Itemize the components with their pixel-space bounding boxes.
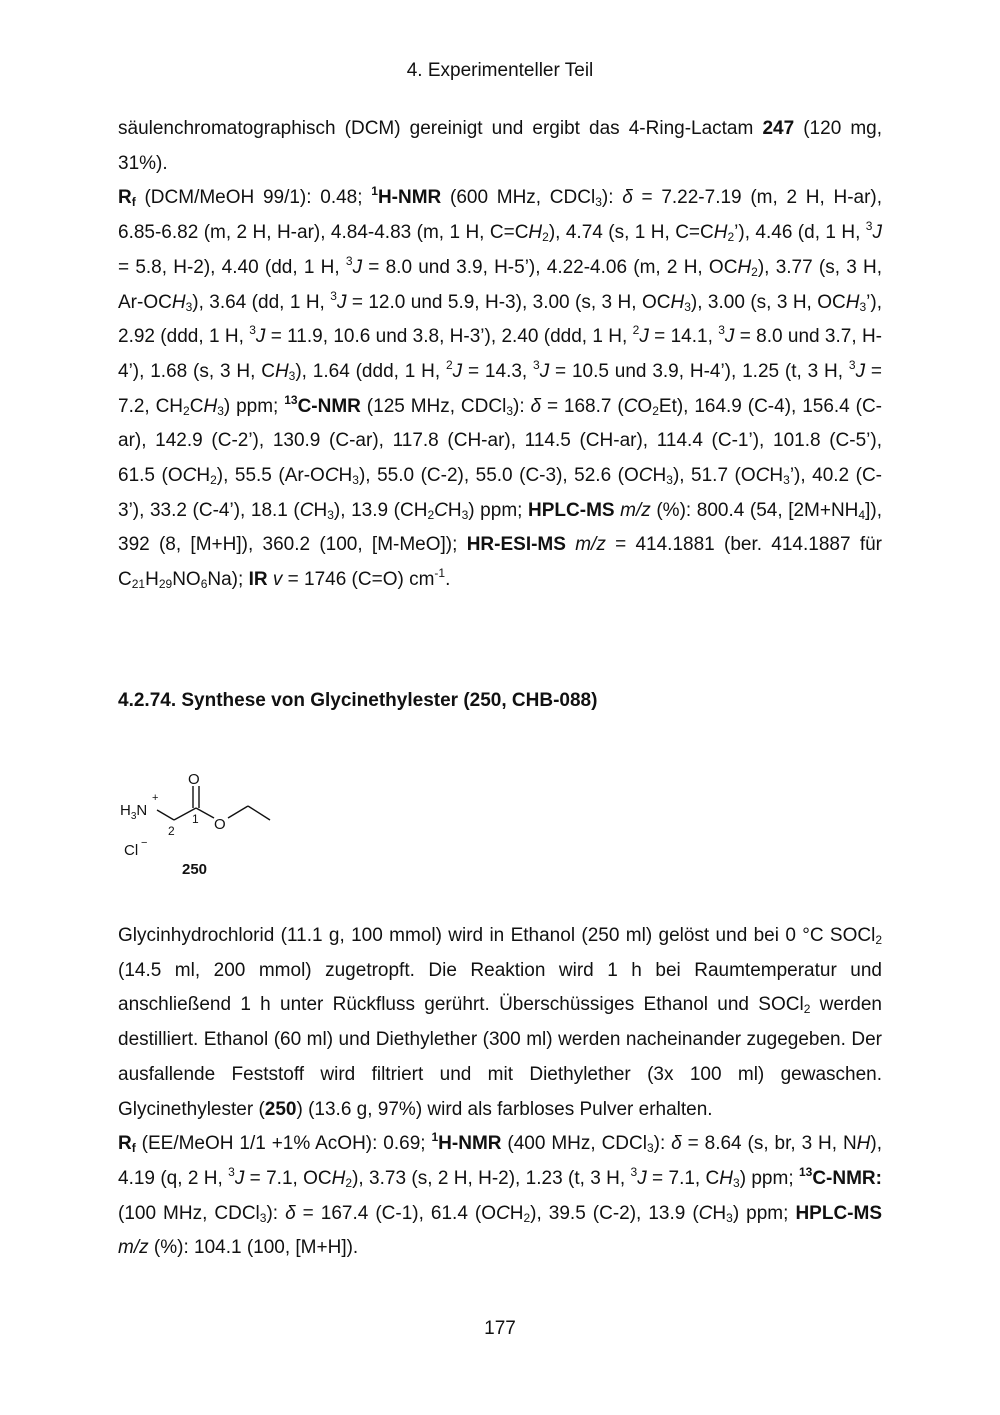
hplc-data-2: (%): 104.1 (100, [M+H]). xyxy=(153,1237,359,1259)
mz-label-2: m/z xyxy=(575,534,606,556)
rf-data: (DCM/MeOH 99/1): 0.48; xyxy=(144,187,363,209)
bond-o-ch2 xyxy=(228,806,248,818)
oxygen-ester: O xyxy=(214,816,226,833)
cnmr-data: (125 MHz, CDCl$_3$): δ = 168.7 $(CO_2Et)$, 164.9 (C-4), 156.4 (C-ar), 142.9 (C-2’), 130.9 (C-ar), 117.8 (CH-ar), 114.5 (CH-ar), 114.4 (C-1’), 101.8 (C-5’), 61.5 $(OCH_2)$, 55.5 $(Ar-OCH_3)$, 55.0 (C-2), 55.0 (C-3), 52.6 $(OCH_3)$, 51.7 $(OCH_3’)$, 40.2 (C-3’), 33.2 (C-4’), 18.1 $(CH_3)$, 13.9 $(CH_2CH_3)$ ppm; xyxy=(118,395,883,522)
compound-number-250: 250 xyxy=(182,861,208,878)
mz-label-3: m/z xyxy=(118,1237,149,1259)
locant-2: 2 xyxy=(168,824,175,838)
structure-drawing xyxy=(112,768,302,888)
mz-label: m/z xyxy=(620,499,651,521)
chloride-label: Cl xyxy=(124,842,139,859)
procedure-text: Glycinhydrochlorid (11.1 g, 100 mmol) wird in Ethanol (250 ml) gelöst und bei 0 °C SOCl$_2$ (14.5 ml, 200 mmol) zugetropft. Die Reaktion wird 1 h bei Raumtemperatur und anschließend 1 h unter Rückfluss gerührt. Überschüssiges Ethanol und SOCl$_2$ werden destilliert. Ethanol (60 ml) und Diethylether (300 ml) werden nacheinander zugegeben. Der ausfallende Feststoff wird filtriert und mit Diethylether (3x 100 ml) gewaschen. Glycinethylester (250) (13.6 g, 97%) wird als farbloses Pulver erhalten. xyxy=(118,925,882,1120)
running-header: 4. Experimenteller Teil xyxy=(406,60,594,81)
hnmr-data-2: (400 MHz, CDCl$_3$): δ = 8.64 (s, br, 3 H, NH), 4.19 (q, 2 H, $^3$J = 7.1, $OCH_2$), 3.73 (s, 2 H, H-2), 1.23 (t, 3 H, $^3$J = 7.1, $CH_3$) ppm; xyxy=(118,1133,883,1190)
yield-text: (120 mg, 31%). xyxy=(118,118,883,174)
bond-n-c2 xyxy=(157,810,174,820)
hresi-label: HR-ESI-MS xyxy=(466,534,566,556)
rf-data-2: (EE/MeOH 1/1 +1% AcOH): 0.69; xyxy=(141,1133,426,1155)
ir-label: IR xyxy=(248,569,268,591)
cnmr-data-2: (100 MHz, CDCl$_3$): δ = 167.4 (C-1), 61.4 $(OCH_2)$, 39.5 (C-2), 13.9 $(CH_3)$ ppm; xyxy=(118,1202,789,1225)
intro-text: säulenchromatographisch (DCM) gereinigt und ergibt das 4-Ring-Lactam xyxy=(118,118,754,139)
chemical-structure-250 xyxy=(112,768,302,888)
ir-data: = 1746 (C=O) $cm^{-1}$. xyxy=(287,566,451,591)
page-number: 177 xyxy=(484,1318,516,1339)
procedure-paragraph xyxy=(118,919,882,1266)
top-paragraph xyxy=(118,112,882,598)
amine-label: $H_3N$ xyxy=(120,802,148,822)
compound-247: 247 xyxy=(762,118,795,139)
hplc-label-2: HPLC-MS xyxy=(795,1202,882,1224)
plus-charge: + xyxy=(152,792,159,804)
hresi-data: = 414.1881 (ber. 414.1887 für $C_{21}H_{29}NO_6Na$); xyxy=(118,534,883,592)
bond-c1-o xyxy=(196,808,214,818)
section-heading: 4.2.74. Synthese von Glycinethylester (250, CHB-088) xyxy=(118,690,598,711)
nu-symbol: v xyxy=(272,569,283,591)
hnmr-data: (600 MHz, CDCl$_3$): δ = 7.22-7.19 (m, 2 H, H-ar), 6.85-6.82 (m, 2 H, H-ar), 4.84-4.83 (m, 1 H, $C=CH_2$), 4.74 (s, 1 H, $C=CH_2$’), 4.46 (d, 1 H, $^3$J = 5.8, H-2), 4.40 (dd, 1 H, $^3$J = 8.0 und 3.9, H-5’), 4.22-4.06 (m, 2 H, $OCH_2$), 3.77 (s, 3 H, $Ar-OCH_3$), 3.64 (dd, 1 H, $^3$J = 12.0 und 5.9, H-3), 3.00 (s, 3 H, $OCH_3$), 3.00 (s, 3 H, $OCH_3$’), 2.92 (ddd, 1 H, $^3$J = 11.9, 10.6 und 3.8, H-3’), 2.40 (ddd, 1 H, $^2$J = 14.1, $^3$J = 8.0 und 3.7, H-4’), 1.68 (s, 3 H, $CH_3$), 1.64 (ddd, 1 H, $^2$J = 14.3, $^3$J = 10.5 und 3.9, H-4’), 1.25 (t, 3 H, $^3$J = 7.2, $CH_2CH_3$) ppm; xyxy=(118,187,883,418)
oxygen-carbonyl: O xyxy=(188,771,200,788)
hplc-label: HPLC-MS xyxy=(528,499,615,521)
locant-1: 1 xyxy=(192,812,199,826)
hnmr-label: $^1$H-NMR xyxy=(371,184,442,209)
minus-charge: − xyxy=(141,837,148,849)
rf-label-2: $R_f$ xyxy=(118,1133,136,1156)
cnmr-label: $^{13}$C-NMR xyxy=(284,392,361,417)
hplc-data: (%): 800.4 (54, $[2M+NH_4]$), 392 (8, [M+H]), 360.2 (100, [M-MeO]); xyxy=(118,499,882,556)
cnmr-label-2: $^{13}$C-NMR: xyxy=(798,1164,882,1189)
bond-ch2-ch3 xyxy=(248,806,270,820)
rf-label: $R_f$ xyxy=(118,187,136,210)
hnmr-label-2: $^1$H-NMR xyxy=(431,1130,502,1155)
